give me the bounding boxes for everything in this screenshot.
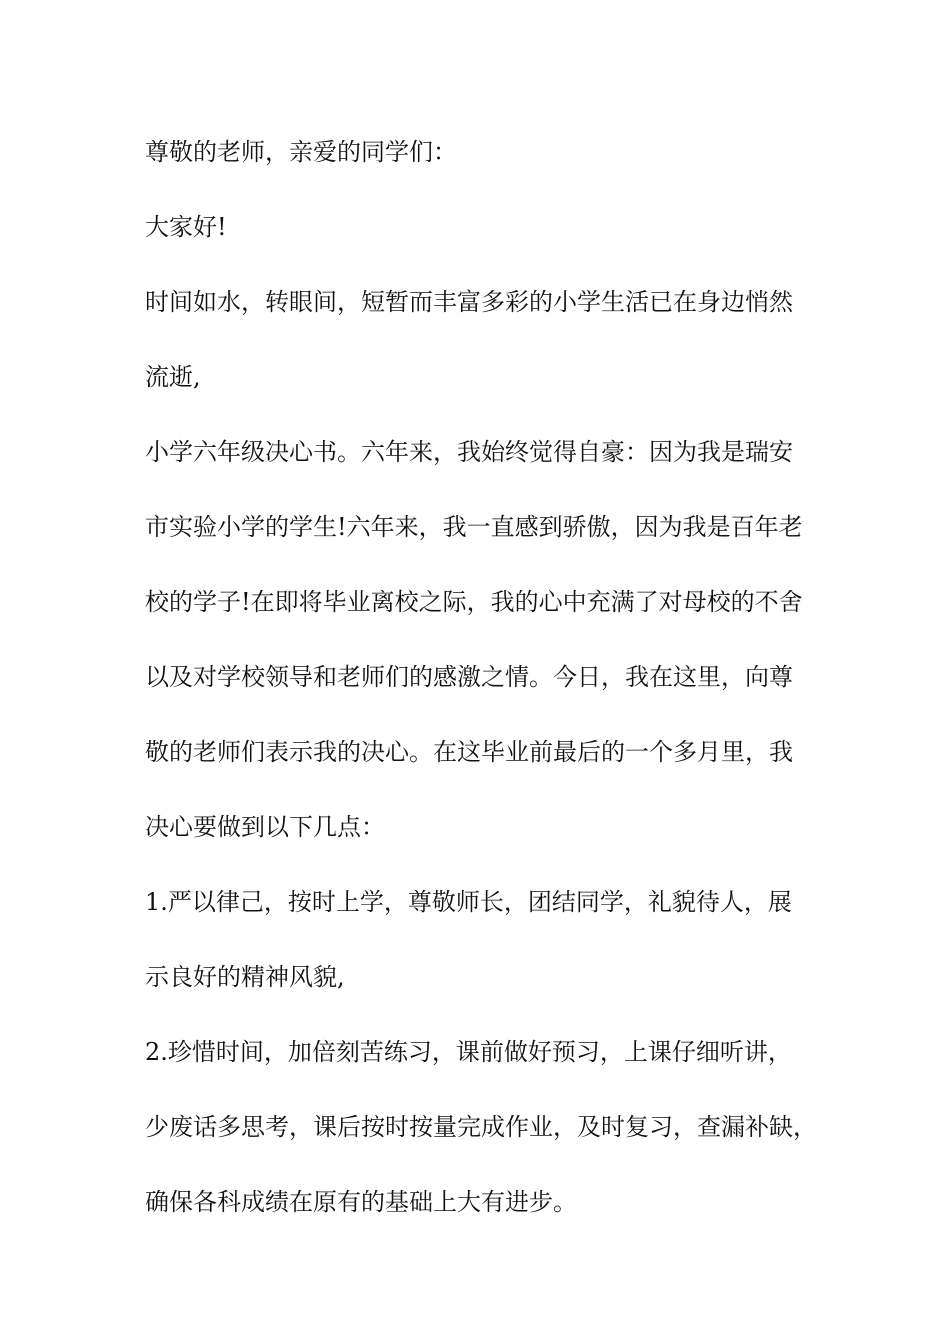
list-item-2-line: 2.珍惜时间，加倍刻苦练习，课前做好预习，上课仔细听讲， [145, 1038, 792, 1066]
list-item-1-line: 1.严以律己，按时上学，尊敬师长，团结同学，礼貌待人，展 [145, 888, 792, 916]
greeting-line: 尊敬的老师，亲爱的同学们： [145, 138, 457, 166]
paragraph-line: 流逝, [145, 363, 201, 391]
paragraph-line: 以及对学校领导和老师们的感激之情。今日，我在这里，向尊 [145, 663, 793, 691]
paragraph-line: 决心要做到以下几点： [145, 813, 385, 841]
list-item-1-line: 示良好的精神风貌, [145, 963, 345, 991]
paragraph-line: 小学六年级决心书。六年来，我始终觉得自豪：因为我是瑞安 [145, 438, 793, 466]
paragraph-line: 市实验小学的学生!六年来，我一直感到骄傲，因为我是百年老 [145, 513, 803, 541]
paragraph-line: 时间如水，转眼间，短暂而丰富多彩的小学生活已在身边悄然 [145, 288, 793, 316]
list-item-2-line: 确保各科成绩在原有的基础上大有进步。 [145, 1188, 577, 1216]
hello-line: 大家好! [145, 213, 227, 241]
list-item-2-line: 少废话多思考，课后按时按量完成作业，及时复习，查漏补缺， [145, 1113, 817, 1141]
paragraph-line: 敬的老师们表示我的决心。在这毕业前最后的一个多月里，我 [145, 738, 793, 766]
paragraph-line: 校的学子!在即将毕业离校之际，我的心中充满了对母校的不舍 [145, 588, 803, 616]
